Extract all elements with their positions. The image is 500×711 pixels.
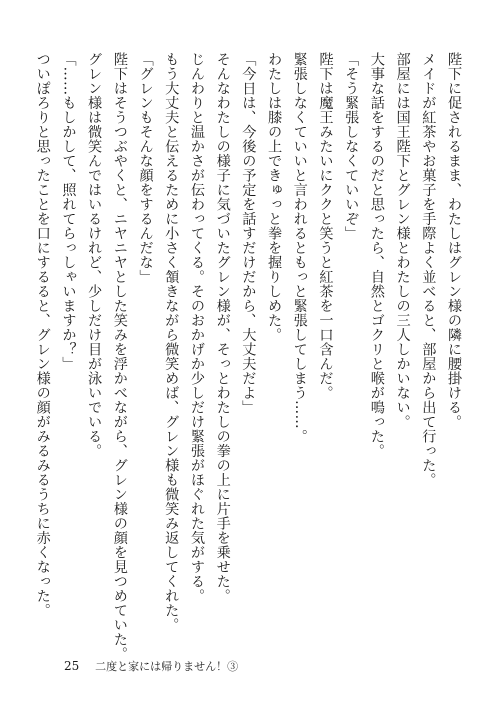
text-line: じんわりと温かさが伝わってくる。そのおかげか少しだけ緊張がほぐれた気がする。 (188, 52, 205, 603)
text-line: グレン様は微笑んではいるけれど、少しだけ目が泳いでいる。 (86, 52, 103, 458)
text-line: わたしは膝の上できゅっと拳を握りしめた。 (266, 52, 283, 342)
text-line: 部屋には国王陛下とグレン様とわたしの三人しかいない。 (394, 52, 411, 429)
text-line: もう大丈夫と伝えるために小さく頷きながら微笑めば、グレン様も微笑み返してくれた。 (163, 52, 180, 632)
running-title: 二度と家には帰りません！③ (95, 660, 239, 673)
text-line: 緊張しなくていいと言われるともっと緊張してしまう……。 (291, 52, 308, 444)
text-line: 「そう緊張しなくていいぞ」 (343, 52, 360, 241)
text-line: メイドが紅茶やお菓子を手際よく並べると、部屋から出て行った。 (420, 52, 437, 487)
text-line: そんなわたしの様子に気づいたグレン様が、そっとわたしの拳の上に片手を乗せた。 (214, 52, 231, 603)
page-number: 25 (64, 659, 80, 673)
text-line: 「今日は、今後の予定を話すだけだから、大丈夫だよ」 (240, 52, 257, 415)
body-text (29, 52, 466, 661)
text-line: ついぽろりと思ったことを口にするると、グレン様の顔がみるみるうちに赤くなった。 (34, 52, 51, 618)
text-line: 「グレンもそんな顔をするんだな」 (137, 52, 154, 284)
text-line: 大事な話をするのだと思ったら、自然とゴクリと喉が鳴った。 (368, 52, 385, 458)
text-line: 「……もしかして、照れてらっしゃいますか？」 (60, 52, 77, 371)
text-line: 陛下は魔王みたいにククと笑うと紅茶を一口含んだ。 (317, 52, 334, 400)
folio (64, 658, 238, 674)
text-line: 陛下に促されるまま、わたしはグレン様の隣に腰掛ける。 (446, 52, 462, 429)
text-line: 陛下はそうつぶやくと、ニヤニヤとした笑みを浮かべながら、グレン様の顔を見つめていた。 (111, 52, 128, 661)
